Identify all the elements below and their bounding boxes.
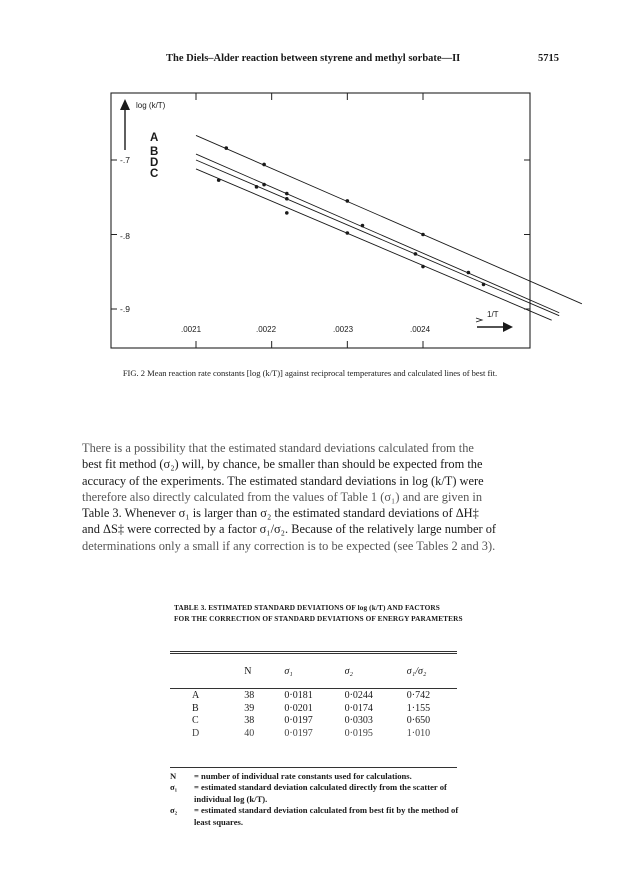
paragraph-line: Table 3. Whenever σ₁ is larger than σ₂ the estimated standard deviations of ΔH‡ bbox=[82, 506, 479, 521]
data-point-a-1 bbox=[262, 163, 266, 167]
running-title: The Diels–Alder reaction between styrene and methyl sorbate—II bbox=[166, 53, 461, 64]
header-cell-sigma1: σ₁ bbox=[284, 665, 293, 677]
data-point-b-1 bbox=[285, 192, 289, 196]
table-row bbox=[170, 728, 457, 741]
ytick-label-2: -.9 bbox=[120, 304, 130, 314]
series-label-a: A bbox=[150, 132, 159, 144]
series-label-c: C bbox=[150, 168, 159, 180]
table-cell: 0·0303 bbox=[344, 715, 373, 726]
table-top-rule bbox=[170, 651, 457, 652]
xtick-label-3: .0024 bbox=[410, 325, 431, 334]
data-point-d-3 bbox=[482, 283, 486, 287]
xtick-label-2: .0023 bbox=[333, 325, 354, 334]
paragraph-line: therefore also directly calculated from the values of Table 1 (σ₁) and are given in bbox=[82, 489, 483, 504]
data-point-d-2 bbox=[414, 252, 418, 256]
series-label-b: B bbox=[150, 146, 159, 158]
table-cell: 0·0197 bbox=[284, 727, 313, 739]
table-top-rule-double bbox=[170, 653, 457, 654]
data-point-b-3 bbox=[467, 271, 471, 275]
frame-ticks bbox=[111, 93, 530, 348]
table-cell: 0·0181 bbox=[284, 690, 313, 701]
data-point-d-0 bbox=[255, 185, 259, 189]
fit-lines bbox=[196, 135, 582, 320]
paragraph-line: accuracy of the experiments. The estimated standard deviations in log (k/T) were bbox=[82, 473, 484, 488]
series-label-d: D bbox=[150, 157, 159, 169]
table-cell: 0·742 bbox=[406, 690, 431, 701]
table-3-caption bbox=[174, 602, 464, 624]
data-point-b-2 bbox=[361, 224, 365, 228]
table-footnotes bbox=[170, 771, 470, 828]
table-cell: 38 bbox=[244, 690, 255, 701]
footnote-n bbox=[170, 771, 470, 782]
table-header-row bbox=[170, 660, 457, 682]
footnote-text: = estimated standard deviation calculated directly from the scatter of individual log (k/T). bbox=[194, 782, 447, 804]
y-axis-arrowhead-icon bbox=[120, 99, 130, 110]
page-number: 5715 bbox=[538, 53, 559, 64]
paragraph-line: best fit method (σ₂) will, by chance, be smaller than should be expected from the bbox=[82, 457, 483, 472]
fit-line-c bbox=[196, 169, 552, 320]
table-cell: 0·0195 bbox=[344, 727, 373, 739]
table-cell: C bbox=[192, 715, 199, 726]
table-cell: 39 bbox=[244, 702, 255, 714]
table-cell: 0·0244 bbox=[344, 690, 373, 701]
table-cell: 40 bbox=[244, 727, 255, 739]
table-cell: 1·155 bbox=[406, 702, 431, 714]
table-row bbox=[170, 715, 457, 728]
paragraph-line: determinations only a small if any correction is to be expected (see Tables 2 and 3). bbox=[82, 538, 496, 553]
data-point-c-2 bbox=[346, 231, 350, 235]
table-caption-line: FOR THE CORRECTION OF STANDARD DEVIATIONS OF ENERGY PARAMETERS bbox=[174, 614, 463, 623]
body-paragraph bbox=[82, 440, 542, 554]
data-point-c-3 bbox=[421, 265, 425, 269]
fit-line-d bbox=[196, 160, 559, 316]
xtick-label-1: .0022 bbox=[256, 325, 277, 334]
fit-line-a bbox=[196, 135, 582, 303]
x-axis-small-arrow-icon bbox=[476, 318, 482, 322]
table-cell: 0·0174 bbox=[344, 702, 373, 714]
table-cell: 38 bbox=[244, 715, 255, 726]
table-3 bbox=[170, 660, 457, 740]
data-point-c-0 bbox=[217, 178, 221, 182]
header-cell-n: N bbox=[244, 665, 252, 677]
table-cell: 1·010 bbox=[406, 727, 431, 739]
header-cell-sigma2: σ₂ bbox=[344, 665, 353, 677]
table-cell: 0·650 bbox=[406, 715, 431, 726]
ytick-label-1: -.8 bbox=[120, 231, 130, 241]
paragraph-line: There is a possibility that the estimated standard deviations calculated from the bbox=[82, 441, 474, 455]
fit-line-b bbox=[196, 154, 559, 313]
xtick-label-0: .0021 bbox=[181, 325, 202, 334]
footnote-text: = number of individual rate constants used for calculations. bbox=[194, 771, 412, 781]
x-axis-arrowhead-icon bbox=[503, 322, 513, 332]
table-header-rule bbox=[170, 688, 457, 689]
data-point-b-0 bbox=[262, 183, 266, 187]
table-cell: D bbox=[192, 727, 200, 739]
header-cell-ratio: σ₁/σ₂ bbox=[406, 665, 427, 677]
table-caption-line: TABLE 3. ESTIMATED STANDARD DEVIATIONS OF log (k/T) AND FACTORS bbox=[174, 603, 440, 612]
x-axis-label: 1/T bbox=[487, 310, 499, 319]
table-row bbox=[170, 690, 457, 703]
footnote-text: = estimated standard deviation calculated from best fit by the method of least squares. bbox=[194, 805, 459, 827]
plot-frame bbox=[111, 93, 530, 348]
footnote-sigma2 bbox=[170, 805, 470, 828]
table-cell: A bbox=[192, 690, 200, 701]
data-point-a-2 bbox=[346, 199, 350, 203]
data-point-a-3 bbox=[421, 233, 425, 237]
ytick-label-0: -.7 bbox=[120, 155, 130, 165]
footnote-symbol: σ₁ bbox=[170, 782, 178, 793]
table-cell: B bbox=[192, 702, 199, 714]
footnote-sigma1 bbox=[170, 782, 470, 805]
data-point-c-1 bbox=[285, 211, 289, 215]
data-point-a-0 bbox=[224, 146, 228, 150]
table-cell: 0·0197 bbox=[284, 715, 313, 726]
y-axis-label: log (k/T) bbox=[136, 101, 166, 110]
footnote-symbol: N bbox=[170, 771, 177, 781]
table-row bbox=[170, 703, 457, 716]
table-bottom-rule bbox=[170, 767, 457, 768]
data-points bbox=[217, 146, 485, 286]
paragraph-line: and ΔS‡ were corrected by a factor σ₁/σ₂. Because of the relatively large number of bbox=[82, 522, 497, 537]
data-point-d-1 bbox=[285, 197, 289, 201]
table-cell: 0·0201 bbox=[284, 702, 313, 714]
header-cell bbox=[170, 660, 244, 682]
footnote-symbol: σ₂ bbox=[170, 805, 178, 816]
figure-caption: FIG. 2 Mean reaction rate constants [log (k/T)] against reciprocal temperatures and calculated lines of best fit. bbox=[122, 368, 498, 378]
